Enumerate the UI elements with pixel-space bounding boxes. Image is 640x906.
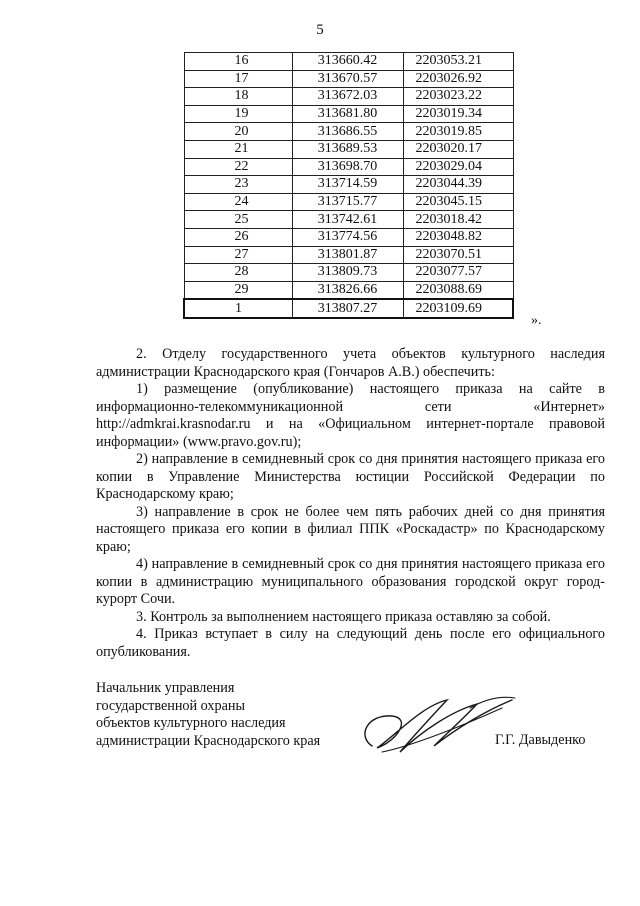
table-row xyxy=(184,176,513,194)
x-coordinate-cell: 313670.57 xyxy=(292,70,403,88)
x-coordinate-cell: 313826.66 xyxy=(292,281,403,299)
table-row xyxy=(184,140,513,158)
paragraph: 2. Отделу государственного учета объектов культурного наследия администрации Краснодарского края (Гончаров А.В.) обеспечить: xyxy=(96,346,605,380)
point-number-cell: 29 xyxy=(184,281,292,299)
point-number-cell: 1 xyxy=(184,299,292,318)
y-coordinate-cell: 2203088.69 xyxy=(403,281,513,299)
point-number-cell: 18 xyxy=(184,88,292,106)
paragraph: 1) размещение (опубликование) настоящего приказа на сайте в информационно-телекоммуникационной сети «Интернет» http://admkrai.krasnodar.ru и на «Официальном интернет-портале правовой информации» (www.pravo.gov.ru); xyxy=(96,381,605,450)
signer-name: Г.Г. Давыденко xyxy=(495,732,586,748)
x-coordinate-cell: 313660.42 xyxy=(292,53,403,71)
signer-position-line: администрации Краснодарского края xyxy=(96,732,321,749)
point-number-cell: 26 xyxy=(184,228,292,246)
table-row xyxy=(184,158,513,176)
x-coordinate-cell: 313714.59 xyxy=(292,176,403,194)
y-coordinate-cell: 2203020.17 xyxy=(403,140,513,158)
page-number: 5 xyxy=(316,22,324,38)
signer-position-line: объектов культурного наследия xyxy=(96,715,286,731)
y-coordinate-cell: 2203070.51 xyxy=(403,246,513,264)
x-coordinate-cell: 313801.87 xyxy=(292,246,403,264)
table-row xyxy=(184,123,513,141)
y-coordinate-cell: 2203029.04 xyxy=(403,158,513,176)
closing-quote: ». xyxy=(531,313,542,328)
y-coordinate-cell: 2203023.22 xyxy=(403,88,513,106)
y-coordinate-cell: 2203045.15 xyxy=(403,193,513,211)
point-number-cell: 16 xyxy=(184,53,292,71)
x-coordinate-cell: 313681.80 xyxy=(292,105,403,123)
handwritten-signature xyxy=(352,686,522,766)
x-coordinate-cell: 313715.77 xyxy=(292,193,403,211)
table-row xyxy=(184,70,513,88)
coordinates-table xyxy=(183,52,514,319)
signer-position-line: Начальник управления xyxy=(96,680,235,696)
y-coordinate-cell: 2203053.21 xyxy=(403,53,513,71)
point-number-cell: 20 xyxy=(184,123,292,141)
point-number-cell: 22 xyxy=(184,158,292,176)
y-coordinate-cell: 2203018.42 xyxy=(403,211,513,229)
paragraph: 4) направление в семидневный срок со дня принятия настоящего приказа его копии в администрацию муниципального образования городской округ город-курорт Сочи. xyxy=(96,556,605,607)
table-row xyxy=(184,53,513,71)
x-coordinate-cell: 313698.70 xyxy=(292,158,403,176)
table-row xyxy=(184,299,513,318)
point-number-cell: 17 xyxy=(184,70,292,88)
paragraph: 2) направление в семидневный срок со дня принятия настоящего приказа его копии в Управление Министерства юстиции Российской Федерации по Краснодарскому краю; xyxy=(96,451,605,502)
y-coordinate-cell: 2203109.69 xyxy=(403,299,513,318)
x-coordinate-cell: 313686.55 xyxy=(292,123,403,141)
y-coordinate-cell: 2203048.82 xyxy=(403,228,513,246)
point-number-cell: 28 xyxy=(184,264,292,282)
paragraph: 3) направление в срок не более чем пять рабочих дней со дня принятия настоящего приказа его копии в филиал ППК «Роскадастр» по Краснодарскому краю; xyxy=(96,503,605,555)
paragraph: 3. Контроль за выполнением настоящего приказа оставляю за собой. xyxy=(136,608,551,625)
x-coordinate-cell: 313742.61 xyxy=(292,211,403,229)
point-number-cell: 19 xyxy=(184,105,292,123)
x-coordinate-cell: 313672.03 xyxy=(292,88,403,106)
point-number-cell: 21 xyxy=(184,140,292,158)
point-number-cell: 25 xyxy=(184,211,292,229)
table-row xyxy=(184,193,513,211)
y-coordinate-cell: 2203026.92 xyxy=(403,70,513,88)
x-coordinate-cell: 313774.56 xyxy=(292,228,403,246)
x-coordinate-cell: 313807.27 xyxy=(292,299,403,318)
y-coordinate-cell: 2203077.57 xyxy=(403,264,513,282)
x-coordinate-cell: 313809.73 xyxy=(292,264,403,282)
table-row xyxy=(184,105,513,123)
paragraph: 4. Приказ вступает в силу на следующий день после его официального опубликования. xyxy=(96,626,605,660)
signer-position-line: государственной охраны xyxy=(96,697,246,714)
table-row xyxy=(184,264,513,282)
table-row xyxy=(184,281,513,299)
table-row xyxy=(184,228,513,246)
signer-position xyxy=(96,680,320,750)
point-number-cell: 24 xyxy=(184,193,292,211)
y-coordinate-cell: 2203019.34 xyxy=(403,105,513,123)
table-row xyxy=(184,246,513,264)
point-number-cell: 23 xyxy=(184,176,292,194)
order-body xyxy=(96,346,605,661)
y-coordinate-cell: 2203044.39 xyxy=(403,176,513,194)
table-row xyxy=(184,211,513,229)
point-number-cell: 27 xyxy=(184,246,292,264)
x-coordinate-cell: 313689.53 xyxy=(292,140,403,158)
y-coordinate-cell: 2203019.85 xyxy=(403,123,513,141)
table-row xyxy=(184,88,513,106)
